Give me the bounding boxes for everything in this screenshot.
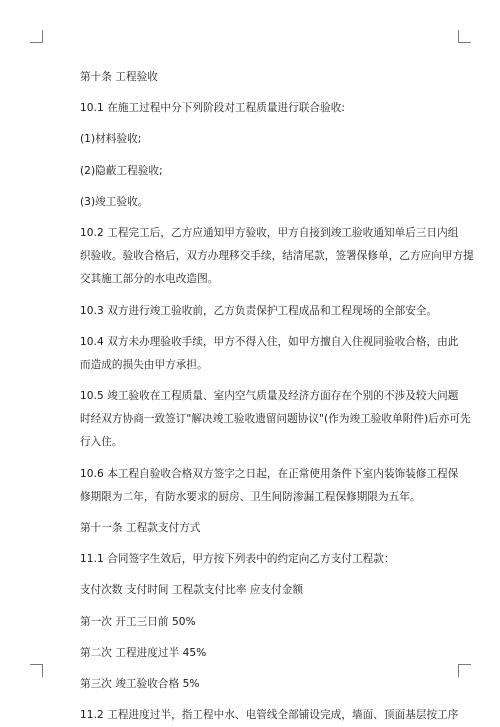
- paragraph-line: 10.1 在施工过程中分下列阶段对工程质量进行联合验收:: [80, 102, 345, 115]
- paragraph-line: 10.2 工程完工后，乙方应通知甲方验收，甲方自接到竣工验收通知单后三日内组: [80, 226, 459, 239]
- paragraph-line: 10.3 双方进行竣工验收前，乙方负责保护工程成品和工程现场的全部安全。: [80, 304, 438, 317]
- paragraph-line: 交其施工部分的水电改造图。: [80, 273, 219, 286]
- paragraph-line: 10.6 本工程自验收合格双方签字之日起，在正常使用条件下室内装饰装修工程保: [80, 467, 459, 480]
- crop-mark-bottom-right: [458, 664, 471, 677]
- list-item: (2)隐蔽工程验收;: [80, 164, 163, 177]
- document-body: [80, 66, 474, 727]
- paragraph-line: 10.5 竣工验收在工程质量、室内空气质量及经济方面存在个别的不涉及较大问题: [80, 390, 459, 403]
- list-item: (3)竣工验收。: [80, 195, 149, 208]
- paragraph-line: 而造成的损失由甲方承担。: [80, 358, 208, 371]
- crop-mark-top-left: [30, 30, 43, 43]
- list-item: (1)材料验收;: [80, 133, 142, 146]
- payment-table-header: 支付次数 支付时间 工程款支付比率 应支付金额: [80, 584, 304, 597]
- paragraph-line: 10.4 双方未办理验收手续，甲方不得入住，如甲方擅自入住视同验收合格，由此: [80, 335, 459, 348]
- section-heading: 第十一条 工程款支付方式: [80, 522, 201, 534]
- paragraph-line: 行入住。: [80, 436, 123, 449]
- paragraph-line: 11.2 工程进度过半，指工程中水、电管线全部铺设完成，墙面、顶面基层按工序: [80, 709, 459, 722]
- paragraph-line: 修期限为二年，有防水要求的厨房、卫生间防渗漏工程保修期限为五年。: [80, 490, 421, 503]
- paragraph-line: 时经双方协商一致签订"解决竣工验收遗留问题协议"(作为竣工验收单附件)后亦可先: [80, 413, 471, 426]
- paragraph-line: 11.1 合同签字生效后，甲方按下列表中的约定向乙方支付工程款：: [80, 553, 395, 566]
- payment-row: 第二次 工程进度过半 45%: [80, 646, 207, 659]
- paragraph-line: 织验收。验收合格后，双方办理移交手续，结清尾款，签署保修单，乙方应向甲方提: [80, 250, 474, 263]
- crop-mark-bottom-left: [30, 664, 43, 677]
- payment-row: 第一次 开工三日前 50%: [80, 615, 196, 628]
- payment-row: 第三次 竣工验收合格 5%: [80, 677, 200, 690]
- crop-mark-top-right: [458, 30, 471, 43]
- section-heading: 第十条 工程验收: [80, 71, 158, 83]
